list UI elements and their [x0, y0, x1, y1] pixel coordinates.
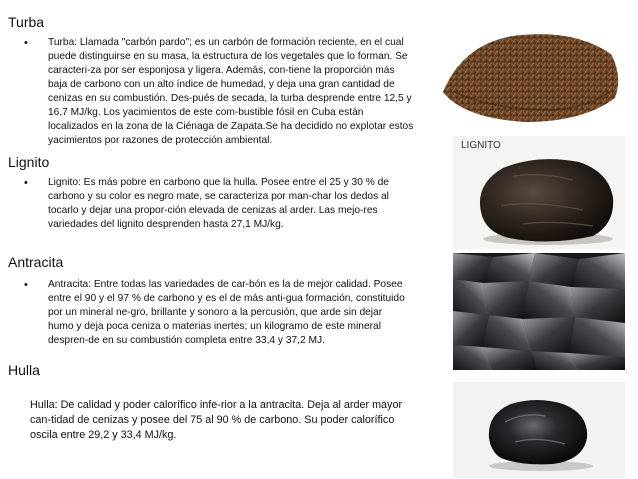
bullet-dot: •	[24, 37, 28, 49]
bullet-dot: •	[24, 279, 28, 291]
text-lignito: Lignito: Es más pobre en carbono que la hulla. Posee entre el 25 y 30 % de carbono y su color es negro mate, se caracteriza por man-char los dedos al tocarlo y dejar una propor-ción elevada de cenizas al arder. Las mejo-res variedades del lignito desprenden hasta 27,1 MJ/kg.	[48, 177, 389, 230]
bullet-turba	[24, 36, 416, 154]
lignito-photo	[453, 136, 625, 249]
bullet-antracita	[24, 278, 424, 364]
bullet-lignito	[24, 176, 416, 242]
antracita-photo	[453, 253, 625, 370]
text-hulla: Hulla: De calidad y poder calorífico infe-rior a la antracita. Deja al arder mayor can-tidad de cenizas y posee del 75 al 90 % de carbono. Su poder calorífico oscila entre 29,2 y 33,4 MJ/kg.	[30, 399, 403, 441]
text-antracita: Antracita: Entre todas las variedades de car-bón es la de mejor calidad. Posee entre el 90 y el 97 % de carbono y es el de más anti-gua formación, constituido por un mineral ne-gro, brillante y sonoro a la percusión, que arde sin dejar humo y deja poca ceniza o materias inertes; un kilogramo de este mineral despren-de en su combustión completa entre 33,4 y 37,2 MJ.	[48, 279, 405, 346]
text-turba: Turba: Llamada "carbón pardo"; es un carbón de formación reciente, en el cual puede distinguirse en su masa, la estructura de los vegetales que lo forman. Se caracteri-za por ser esponjosa y ligera. Además, con-tiene la proporción más baja de carbono con un alto índice de humedad, y deja una gran cantidad de cenizas en su combustión. Des-pués de secada, la turba desprende entre 12,5 y 16,7 MJ/kg. Los yacimientos de este com-bustible fósil en Cuba están localizados en la zona de la Ciénaga de Zapata.Se ha decidido no explotar estos yacimientos por razones de protección ambiental.	[48, 37, 414, 146]
lignito-image-label: LIGNITO	[461, 140, 501, 151]
heading-hulla: Hulla	[8, 362, 40, 378]
bullet-dot: •	[24, 177, 28, 189]
heading-lignito: Lignito	[8, 154, 50, 170]
turba-photo	[433, 14, 625, 136]
heading-turba: Turba	[8, 14, 45, 30]
heading-antracita: Antracita	[8, 254, 64, 270]
hulla-photo	[453, 382, 625, 478]
